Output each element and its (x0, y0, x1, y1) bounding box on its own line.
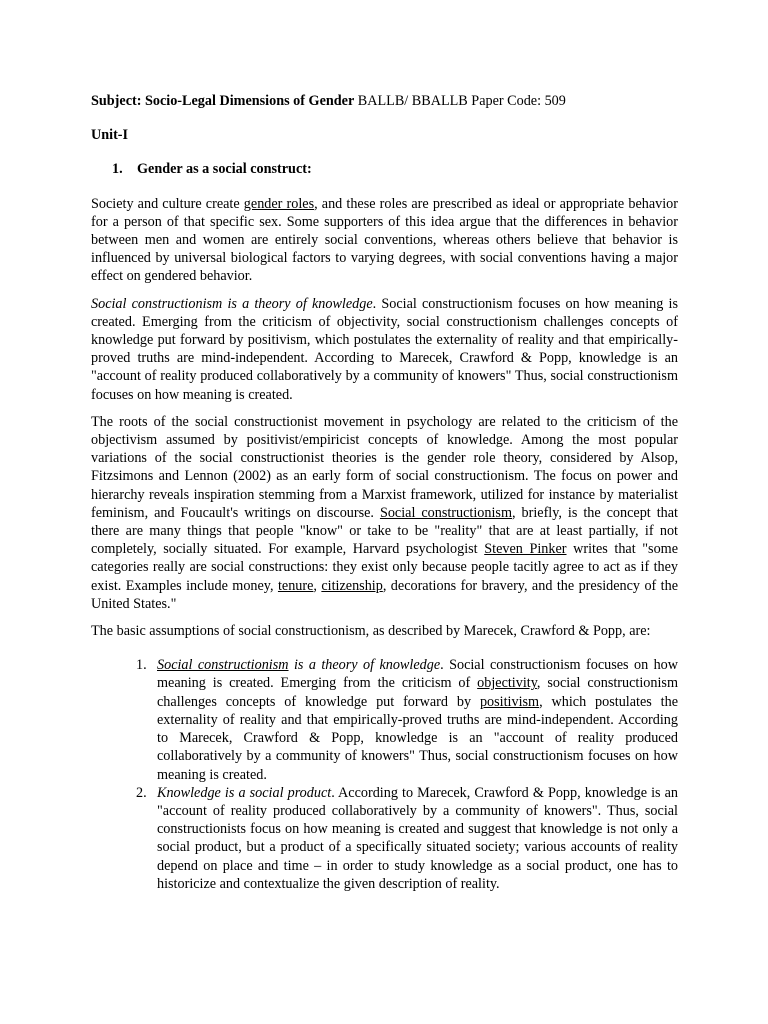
italic-phrase: Knowledge is a social product (157, 784, 332, 801)
subject-header (91, 92, 678, 110)
assumptions-list (91, 656, 678, 893)
list-item (136, 784, 678, 893)
paragraph-gender-roles (91, 195, 678, 286)
link-social-constructionism[interactable]: Social constructionism (379, 504, 512, 521)
link-objectivity[interactable]: objectivity (477, 675, 537, 692)
text: , briefly, is the concept that there are many things that people "know" or take to be "reality" that are at least partially, if not completely, socially situated. For example, Harvard psychologist (91, 504, 678, 558)
section-heading (91, 160, 678, 178)
list-number: 2. (136, 784, 147, 801)
unit-heading: Unit-I (91, 127, 129, 144)
paper-code: BALLB/ BBALLB Paper Code: 509 (354, 93, 566, 109)
list-item-text (157, 784, 678, 893)
subject-title: Subject: Socio-Legal Dimensions of Gender (91, 93, 355, 109)
paragraph-theory-of-knowledge (91, 295, 678, 404)
link-positivism[interactable]: positivism (479, 693, 540, 710)
link-social-constructionism-item[interactable]: Social constructionism (157, 657, 289, 674)
text: , decorations for bravery, and the presidency of the United States." (91, 577, 679, 612)
link-tenure[interactable]: tenure (277, 577, 314, 594)
text: , and these roles are prescribed as ideal or appropriate behavior for a person of that specific sex. Some supporters of this idea argue that the differences in behavior between men and women are entirely social conventions, whereas others believe that behavior is influenced by universal biological factors to varying degrees, with social conventions having a major effect on gendered behavior. (91, 195, 678, 285)
list-item-text (157, 656, 678, 783)
link-citizenship[interactable]: citizenship (321, 577, 383, 594)
text: The roots of the social constructionist movement in psychology are related to the criticism of the objectivism assumed by positivist/empiricist concepts of knowledge. Among the most popular variations of the social constructionist theories is the gender role theory, considered by Alsop, Fitzsimons and Lennon (2002) as an early form of social constructionism. The focus on power and hierarchy reveals inspiration stemming from a Marxist framework, utilized for instance by materialist feminism, and Foucault's writings on discourse. (91, 413, 678, 521)
text: , social constructionism challenges concepts of knowledge put forward by (157, 675, 678, 710)
paragraph-roots (91, 413, 678, 613)
list-item (136, 656, 678, 783)
section-number: 1. (112, 161, 123, 178)
paragraph-assumptions-intro: The basic assumptions of social constructionism, as described by Marecek, Crawford & Popp, are: (91, 623, 651, 640)
text: . According to Marecek, Crawford & Popp, knowledge is an "account of reality produced collaboratively by a community of knowers". Thus, social constructionists focus on how meaning is created and suggest that knowledge is not only a social product, but a product of a specifically situated society; various accounts of reality depend on place and time – in order to study knowledge as a social product, one has to historicize and contextualize the given description of reality. (157, 784, 678, 892)
text: . Social constructionism focuses on how meaning is created. Emerging from the criticism of (157, 657, 679, 692)
link-steven-pinker[interactable]: Steven Pinker (484, 541, 567, 558)
text: writes that "some categories really are social constructions: they exist only because people tacitly agree to act as if they exist. Examples include money, (91, 541, 679, 594)
text: , which postulates the externality of reality and that empirically-proved truths are mind-independent. According to Marecek, Crawford & Popp, knowledge is an "account of reality produced collaboratively by a community of knowers" Thus, social constructionism focuses on how meaning is created. (157, 693, 678, 783)
italic-phrase: is a theory of knowledge (288, 657, 441, 674)
link-gender-roles[interactable]: gender roles (243, 195, 315, 212)
list-number: 1. (136, 657, 147, 674)
text: . Social constructionism focuses on how meaning is created. Emerging from the criticism of objectivity, social constructionism challenges concepts of knowledge put forward by positivism, which postulates the externality of reality and that empirically-proved truths are mind-independent. According to Marecek, Crawford & Popp, knowledge is an "account of reality produced collaboratively by a community of knowers" Thus, social constructionism focuses on how meaning is created. (91, 295, 678, 403)
italic-phrase: Social constructionism is a theory of knowledge (91, 295, 373, 312)
section-title: Gender as a social construct: (137, 161, 312, 178)
text: Society and culture create (91, 195, 244, 212)
text: , (313, 577, 322, 594)
